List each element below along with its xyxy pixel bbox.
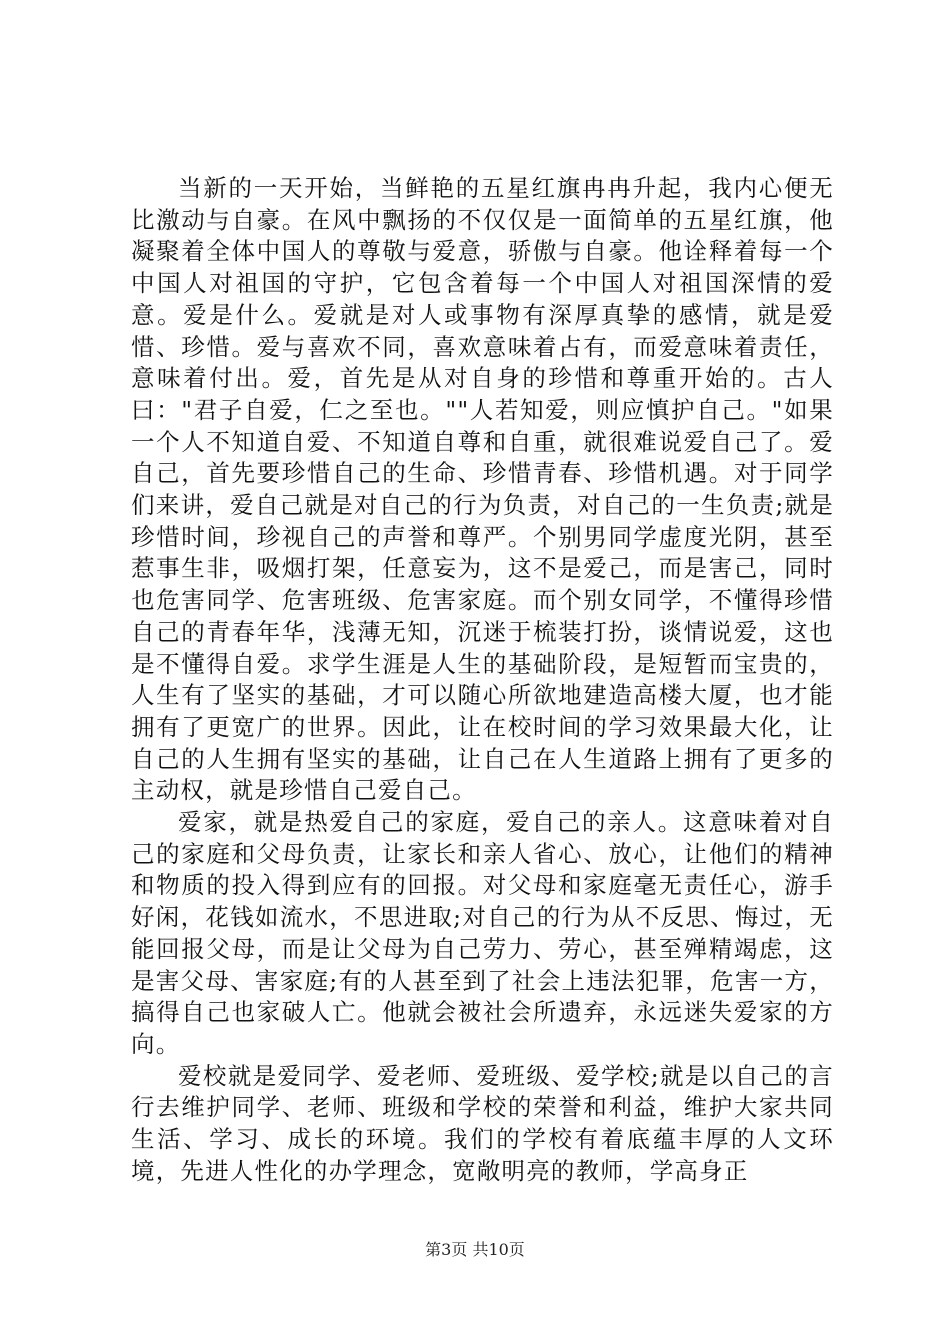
paragraph-love-self: 当新的一天开始，当鲜艳的五星红旗冉冉升起，我内心便无比激动与自豪。在风中飘扬的不仅仅是一面简单的五星红旗，他凝聚着全体中国人的尊敬与爱意，骄傲与自豪。他诠释着每一个中国人对祖国的守护，它包含着每一个中国人对祖国深情的爱意。爱是什么。爱就是对人或事物有深厚真挚的感情，就是爱惜、珍惜。爱与喜欢不同，喜欢意味着占有，而爱意味着责任，意味着付出。爱，首先是从对自身的珍惜和尊重开始的。古人曰："君子自爱，仁之至也。""人若知爱，则应慎护自己。"如果一个人不知道自爱、不知道自尊和自重，就很难说爱自己了。爱自己，首先要珍惜自己的生命、珍惜青春、珍惜机遇。对于同学们来讲，爱自己就是对自己的行为负责，对自己的一生负责;就是珍惜时间，珍视自己的声誉和尊严。个别男同学虚度光阴，甚至惹事生非，吸烟打架，任意妄为，这不是爱己，而是害己，同时也危害同学、危害班级、危害家庭。而个别女同学，不懂得珍惜自己的青春年华，浅薄无知，沉迷于梳装打扮，谈情说爱，这也是不懂得自爱。求学生涯是人生的基础阶段，是短暂而宝贵的，人生有了坚实的基础，才可以随心所欲地建造高楼大厦，也才能拥有了更宽广的世界。因此，让在校时间的学习效果最大化，让自己的人生拥有坚实的基础，让自己在人生道路上拥有了更多的主动权，就是珍惜自己爱自己。 xyxy=(131,174,834,805)
page-number-footer: 第3页 共10页 xyxy=(425,1240,525,1259)
paragraph-love-school: 爱校就是爱同学、爱老师、爱班级、爱学校;就是以自己的言行去维护同学、老师、班级和学校的荣誉和利益，维护大家共同生活、学习、成长的环境。我们的学校有着底蕴丰厚的人文环境，先进人性化的办学理念，宽敞明亮的教师，学高身正 xyxy=(131,1061,834,1185)
document-body xyxy=(131,173,834,1188)
paragraph-love-family: 爱家，就是热爱自己的家庭，爱自己的亲人。这意味着对自己的家庭和父母负责，让家长和亲人省心、放心，让他们的精神和物质的投入得到应有的回报。对父母和家庭毫无责任心，游手好闲，花钱如流水，不思进取;对自己的行为从不反思、悔过，无能回报父母，而是让父母为自己劳力、劳心，甚至殚精竭虑，这是害父母、害家庭;有的人甚至到了社会上违法犯罪，危害一方，搞得自己也家破人亡。他就会被社会所遗弃，永远迷失爱家的方向。 xyxy=(131,808,834,1058)
